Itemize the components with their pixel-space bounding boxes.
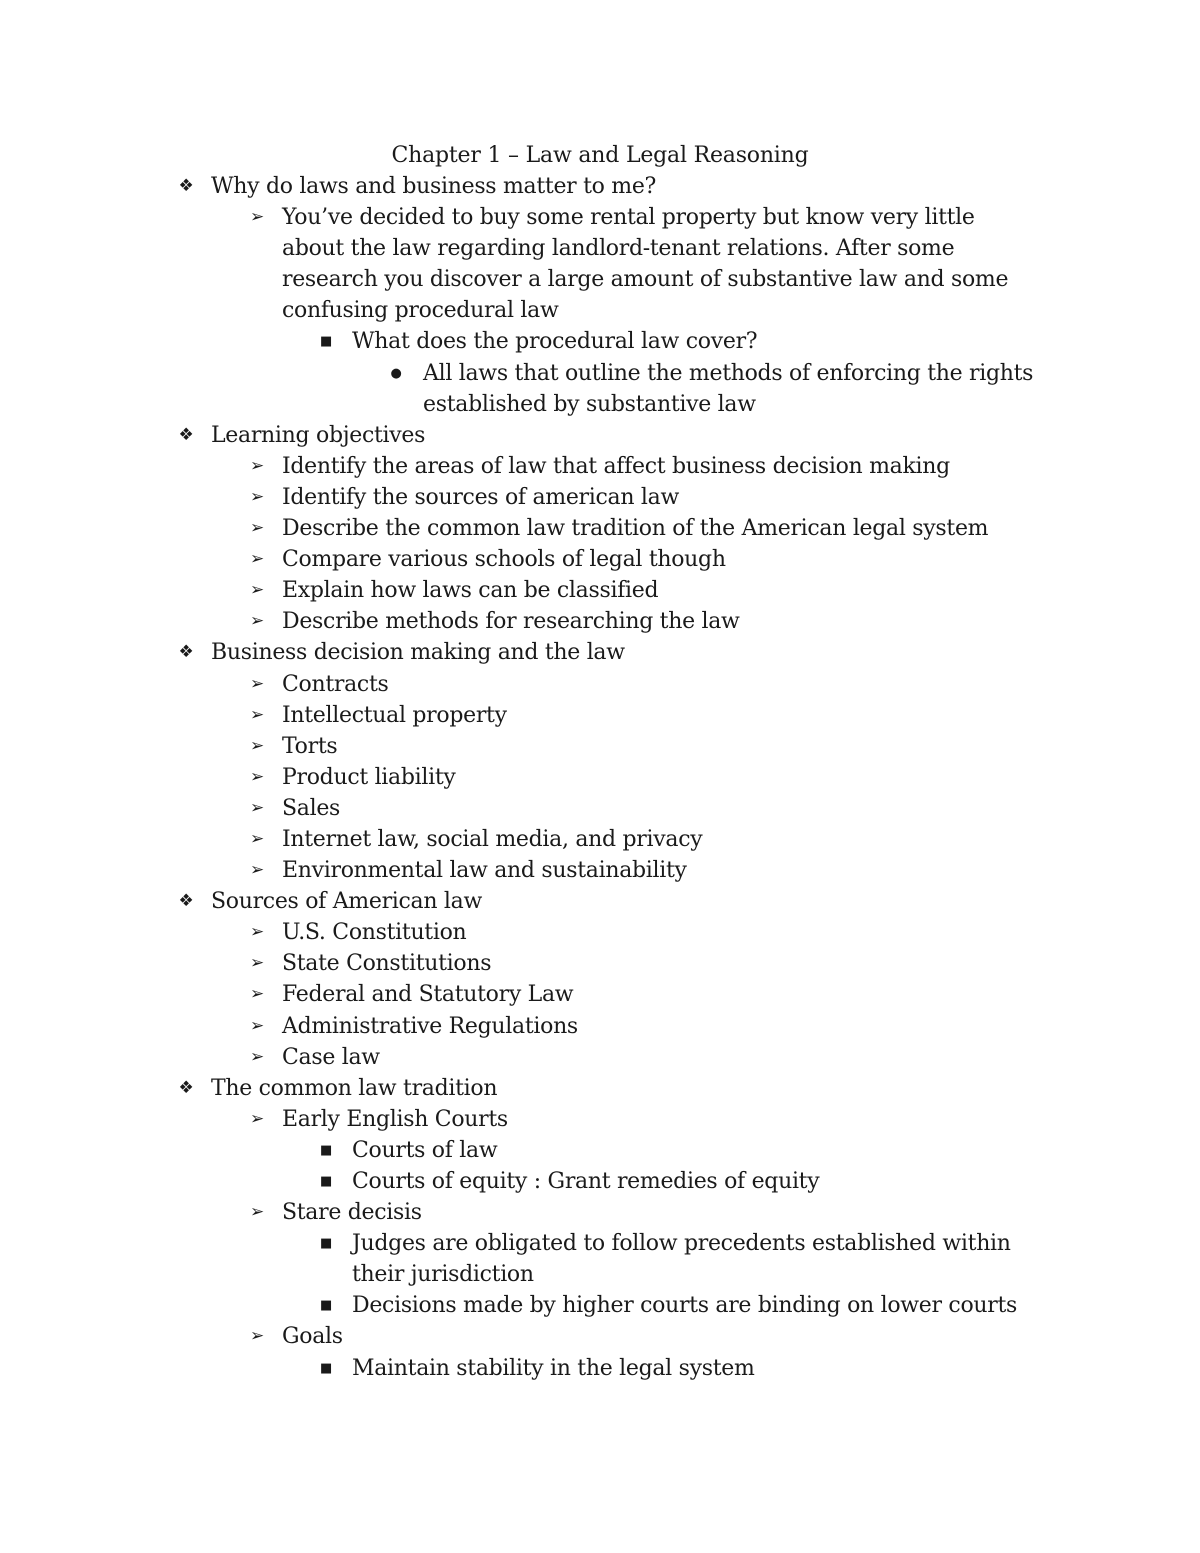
outline-item-text: You’ve decided to buy some rental property but know very little about the law regarding landlord-tenant relations. After some research you discover a large amount of substantive law and some confusing procedural law bbox=[282, 205, 1009, 324]
outline-item-text: Sources of American law bbox=[211, 889, 483, 915]
arrowhead-bullet-icon: ➢ bbox=[250, 828, 264, 849]
diamond-bullet-icon: ❖ bbox=[178, 176, 194, 196]
outline-item-level-3 bbox=[0, 1135, 1200, 1166]
outline-item-level-2 bbox=[0, 979, 1200, 1010]
square-bullet-icon: ■ bbox=[320, 1360, 332, 1376]
outline-item-level-1 bbox=[0, 637, 1200, 668]
outline-item-text: Why do laws and business matter to me? bbox=[211, 174, 657, 199]
arrowhead-bullet-icon: ➢ bbox=[250, 611, 264, 632]
outline-item-text: Torts bbox=[282, 733, 338, 759]
outline-item-text: Describe the common law tradition of the American legal system bbox=[282, 516, 989, 542]
outline-item-level-2 bbox=[0, 606, 1200, 637]
outline-item-level-2 bbox=[0, 482, 1200, 513]
outline-item-text: All laws that outline the methods of enforcing the rights established by substantive law bbox=[423, 360, 1034, 417]
outline-item-text: Compare various schools of legal though bbox=[282, 547, 726, 573]
outline-item-text: Administrative Regulations bbox=[282, 1013, 578, 1039]
diamond-bullet-icon: ❖ bbox=[178, 1077, 194, 1098]
square-bullet-icon: ■ bbox=[320, 1236, 332, 1252]
outline-item-text: Environmental law and sustainability bbox=[282, 858, 687, 884]
outline-item-level-1 bbox=[0, 171, 1200, 202]
arrowhead-bullet-icon: ➢ bbox=[250, 549, 264, 570]
outline-item-text: Stare decisis bbox=[282, 1200, 422, 1226]
outline-item-text: Case law bbox=[282, 1044, 380, 1070]
outline-item-text: Maintain stability in the legal system bbox=[352, 1355, 755, 1381]
arrowhead-bullet-icon: ➢ bbox=[250, 984, 264, 1005]
arrowhead-bullet-icon: ➢ bbox=[250, 1046, 264, 1067]
outline-item-text: Describe methods for researching the law bbox=[282, 609, 740, 635]
outline-item-text: State Constitutions bbox=[282, 951, 492, 977]
outline-item-text: The common law tradition bbox=[211, 1075, 498, 1101]
outline-item-text: Judges are obligated to follow precedents established within their jurisdiction bbox=[352, 1231, 1011, 1288]
outline-item-level-2 bbox=[0, 202, 1200, 326]
outline-item-level-2 bbox=[0, 451, 1200, 482]
outline-item-level-2 bbox=[0, 731, 1200, 762]
arrowhead-bullet-icon: ➢ bbox=[250, 766, 264, 787]
arrowhead-bullet-icon: ➢ bbox=[250, 953, 264, 974]
page-title: Chapter 1 – Law and Legal Reasoning bbox=[391, 143, 809, 168]
outline-item-level-2 bbox=[0, 1104, 1200, 1135]
arrowhead-bullet-icon: ➢ bbox=[250, 1326, 264, 1347]
outline-item-level-3 bbox=[0, 1166, 1200, 1197]
outline-item-text: Courts of law bbox=[352, 1137, 498, 1163]
square-bullet-icon: ■ bbox=[320, 1298, 332, 1314]
outline-item-level-4 bbox=[0, 358, 1200, 420]
outline-item-text: Federal and Statutory Law bbox=[282, 982, 574, 1008]
arrowhead-bullet-icon: ➢ bbox=[250, 735, 264, 756]
outline-item-text: Identify the sources of american law bbox=[282, 484, 679, 510]
outline-item-text: Intellectual property bbox=[282, 702, 507, 728]
outline-item-text: Decisions made by higher courts are binding on lower courts bbox=[352, 1293, 1018, 1319]
square-bullet-icon: ■ bbox=[320, 334, 332, 350]
arrowhead-bullet-icon: ➢ bbox=[250, 518, 264, 539]
outline-item-text: Early English Courts bbox=[282, 1106, 508, 1132]
square-bullet-icon: ■ bbox=[320, 1174, 332, 1189]
outline-item-level-2 bbox=[0, 1042, 1200, 1073]
outline-item-level-2 bbox=[0, 762, 1200, 793]
outline-item-level-2 bbox=[0, 1011, 1200, 1042]
arrowhead-bullet-icon: ➢ bbox=[250, 455, 264, 476]
arrowhead-bullet-icon: ➢ bbox=[250, 673, 264, 694]
outline-item-text: Business decision making and the law bbox=[211, 640, 625, 666]
outline-item-level-1 bbox=[0, 1073, 1200, 1104]
outline-item-level-1 bbox=[0, 886, 1200, 917]
outline-item-text: Sales bbox=[282, 795, 341, 821]
outline-item-text: Identify the areas of law that affect business decision making bbox=[282, 453, 950, 479]
arrowhead-bullet-icon: ➢ bbox=[250, 922, 264, 943]
outline-item-text: Goals bbox=[282, 1324, 343, 1350]
outline-item-text: What does the procedural law cover? bbox=[352, 329, 758, 355]
arrowhead-bullet-icon: ➢ bbox=[250, 486, 264, 507]
square-bullet-icon: ■ bbox=[320, 1142, 332, 1158]
outline-item-level-3 bbox=[0, 326, 1200, 357]
outline-item-text: Contracts bbox=[282, 671, 389, 697]
outline-item-level-2 bbox=[0, 575, 1200, 606]
outline-item-level-2 bbox=[0, 669, 1200, 700]
arrowhead-bullet-icon: ➢ bbox=[250, 704, 264, 725]
outline-item-level-2 bbox=[0, 544, 1200, 575]
outline-item-level-3 bbox=[0, 1353, 1200, 1384]
arrowhead-bullet-icon: ➢ bbox=[250, 1202, 264, 1223]
outline-item-text: Courts of equity : Grant remedies of equity bbox=[352, 1169, 820, 1194]
outline-item-level-3 bbox=[0, 1228, 1200, 1290]
arrowhead-bullet-icon: ➢ bbox=[250, 207, 264, 228]
outline-item-text: Explain how laws can be classified bbox=[282, 578, 659, 604]
dot-bullet-icon: ● bbox=[390, 365, 402, 381]
outline-item-text: Product liability bbox=[282, 764, 456, 790]
arrowhead-bullet-icon: ➢ bbox=[250, 580, 264, 601]
outline-item-level-2 bbox=[0, 855, 1200, 886]
outline-item-text: Internet law, social media, and privacy bbox=[282, 826, 703, 852]
outline-item-level-2 bbox=[0, 917, 1200, 948]
outline-item-level-1 bbox=[0, 420, 1200, 451]
arrowhead-bullet-icon: ➢ bbox=[250, 860, 264, 881]
outline-item-level-2 bbox=[0, 793, 1200, 824]
arrowhead-bullet-icon: ➢ bbox=[250, 1108, 264, 1129]
outline-item-level-2 bbox=[0, 1197, 1200, 1228]
arrowhead-bullet-icon: ➢ bbox=[250, 1015, 264, 1036]
outline-item-text: Learning objectives bbox=[211, 422, 426, 448]
outline-item-level-2 bbox=[0, 1321, 1200, 1352]
diamond-bullet-icon: ❖ bbox=[178, 642, 194, 663]
diamond-bullet-icon: ❖ bbox=[178, 891, 194, 912]
outline-list bbox=[0, 171, 1200, 1384]
outline-item-level-2 bbox=[0, 513, 1200, 544]
outline-item-level-3 bbox=[0, 1290, 1200, 1321]
diamond-bullet-icon: ❖ bbox=[178, 424, 194, 445]
arrowhead-bullet-icon: ➢ bbox=[250, 797, 264, 818]
outline-item-level-2 bbox=[0, 948, 1200, 979]
outline-item-text: U.S. Constitution bbox=[282, 920, 467, 946]
outline-item-level-2 bbox=[0, 700, 1200, 731]
outline-item-level-2 bbox=[0, 824, 1200, 855]
